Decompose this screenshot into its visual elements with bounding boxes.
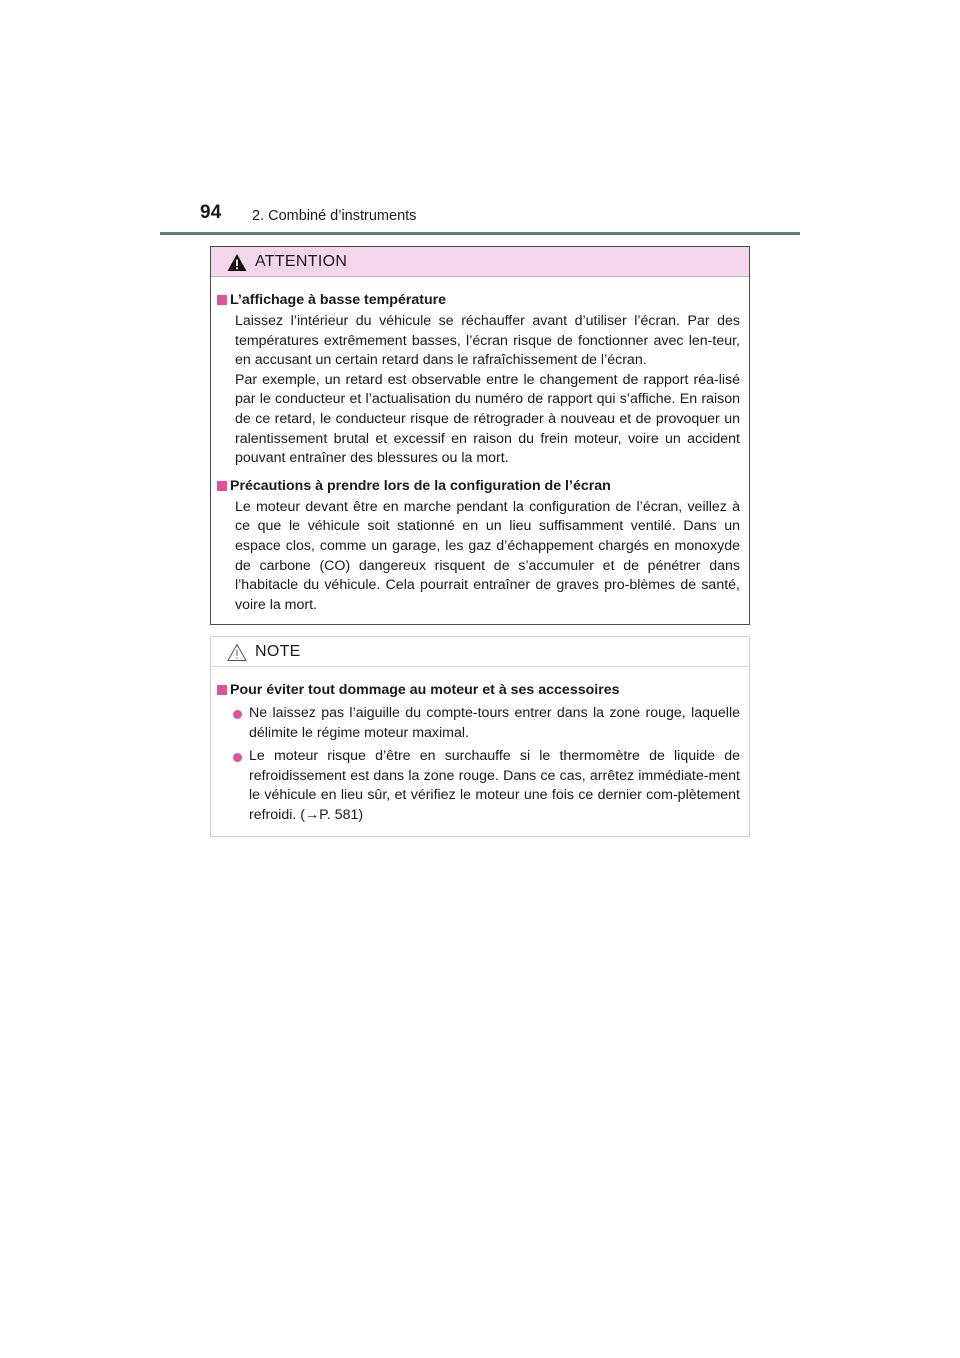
header-rule (160, 232, 800, 235)
attention-item-1-paragraph-1: Laissez l’intérieur du véhicule se réchauffer avant d’utiliser l’écran. Par des températures extrêmement basses, l’écran risque de fonctionner avec len-teur, en accusant un certain retard dans le rafraîchissement de l’écran. (235, 313, 740, 369)
attention-item-2-title: Précautions à prendre lors de la configuration de l’écran (230, 477, 611, 494)
note-bullet-2-text: Le moteur risque d’être en surchauffe si le thermomètre de liquide de refroidissement est dans la zone rouge. Dans ce cas, arrêtez immédiate-ment le véhicule en lieu sûr, et vérifiez le moteur une fois ce dernier com-plètement refroidi. (→P. 581) (249, 748, 740, 823)
attention-item-2-paragraph-1: Le moteur devant être en marche pendant la configuration de l’écran, veillez à ce que le véhicule soit stationné en un lieu suffisamment ventilé. Dans un espace clos, comme un garage, les gaz d’échappement chargés en monoxyde de carbone (CO) dangereux risquent de s’accumuler et de pénétrer dans l’habitacle du véhicule. Cela pourrait entraîner de graves pro-blèmes de santé, voire la mort. (235, 498, 740, 613)
page-number: 94 (200, 202, 222, 223)
square-bullet-icon (217, 481, 227, 491)
attention-header (211, 247, 749, 277)
warning-triangle-filled-icon (227, 253, 247, 272)
square-bullet-icon (217, 685, 227, 695)
square-bullet-icon (217, 295, 227, 305)
note-item-title (217, 680, 740, 700)
attention-body (211, 277, 749, 615)
page-header (160, 200, 800, 234)
attention-label: ATTENTION (255, 253, 348, 270)
circle-bullet-icon (233, 753, 242, 762)
attention-item-title (217, 476, 740, 496)
attention-box (210, 246, 750, 625)
attention-item-1-title: L’affichage à basse température (230, 292, 447, 308)
note-item-title-text: Pour éviter tout dommage au moteur et à ses accessoires (230, 682, 620, 698)
note-box (210, 636, 750, 837)
warning-triangle-outline-icon (227, 643, 247, 662)
note-body (211, 667, 749, 826)
note-bullet (217, 747, 740, 825)
attention-item-title (217, 290, 740, 310)
attention-item-1-paragraph-2: Par exemple, un retard est observable entre le changement de rapport réa-lisé par le conducteur et l’actualisation du numéro de rapport qui s’affiche. En raison de ce retard, le conducteur risque de rétrograder à nouveau et de provoquer un ralentissement brutal et excessif en raison du frein moteur, voire un accident pouvant entraîner des blessures ou la mort. (235, 371, 740, 467)
section-title: 2. Combiné d’instruments (252, 208, 417, 224)
note-label: NOTE (255, 643, 301, 660)
note-header (211, 637, 749, 667)
circle-bullet-icon (233, 710, 242, 719)
note-bullet (217, 704, 740, 743)
note-bullet-1-text: Ne laissez pas l’aiguille du compte-tours entrer dans la zone rouge, laquelle délimite le régime moteur maximal. (249, 705, 740, 741)
